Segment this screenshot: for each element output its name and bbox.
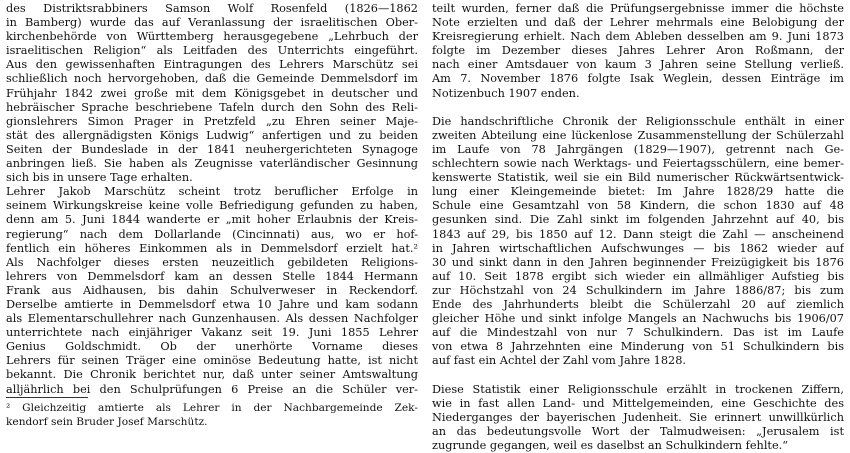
text-line: Niederganges der bayerischen Judenheit. Sie erinnert unwillkürlich	[432, 410, 844, 424]
text-line: Frühjahr 1842 zwei große mit dem Königsgebet in deutscher und	[6, 86, 418, 100]
text-line: schlechtern sowie nach Werktags- und Feiertagsschülern, eine bemer-	[432, 157, 844, 171]
text-line: zur Höchstzahl von 24 Schulkindern im Jahre 1886/87; bis zum	[432, 283, 844, 297]
text-line: schließlich noch hervorgehoben, daß die Gemeinde Demmelsdorf im	[6, 72, 418, 86]
text-line: Aus den gewissenhaften Eintragungen des Lehrers Marschütz sei	[6, 58, 418, 72]
text-line: Lehrer Jakob Marschütz scheint trotz beruflicher Erfolge in	[6, 185, 418, 199]
text-line: unterrichtete nach einjähriger Vakanz seit 19. Juni 1855 Lehrer	[6, 326, 418, 340]
text-line: teilt wurden, ferner daß die Prüfungsergebnisse immer die höchste	[432, 2, 844, 15]
text-line: Note erzielten und daß der Lehrer mehrmals eine Belobigung der	[432, 16, 844, 30]
text-line: gleicher Höhe und sinkt infolge Mangels an Nachwuchs bis 1906/07	[432, 312, 844, 326]
text-line: stät des allergnädigsten Königs Ludwig“ anfertigen und zu beiden	[6, 128, 418, 142]
text-line: gesunken sind. Die Zahl sinkt im folgenden Jahrzehnt auf 40, bis	[432, 213, 844, 227]
text-line: des Distriktsrabbiners Samson Wolf Rosenfeld (1826—1862	[6, 2, 418, 15]
text-line: kirchenbehörde von Württemberg herausgegebene „Lehrbuch der	[6, 30, 418, 44]
text-line: in Bamberg) wurde das auf Veranlassung der israelitischen Ober-	[6, 16, 418, 30]
text-line: zweiten Abteilung eine lückenlose Zusammenstellung der Schülerzahl	[432, 128, 844, 142]
text-line: bekannt. Die Chronik berichtet nur, daß unter seiner Amtswaltung	[6, 368, 418, 382]
paragraph-gap	[432, 368, 844, 382]
paragraph-gap	[432, 101, 844, 115]
text-line: anbringen ließ. Sie haben als Zeugnisse vaterländischer Gesinnung	[6, 157, 418, 171]
text-line: sich bis in unsere Tage erhalten.	[6, 171, 193, 185]
text-line: auf 10. Seit 1878 ergibt sich wieder ein allmähliger Aufstieg bis	[432, 269, 844, 283]
text-line: Frank aus Aidhausen, bis dahin Schulverweser in Reckendorf.	[6, 283, 418, 297]
text-line: regierung“ nach dem Dollarlande (Cincinnati) aus, wo er hof-	[6, 227, 418, 241]
text-line: Am 7. November 1876 folgte Isak Weglein, dessen Einträge im	[432, 72, 844, 86]
text-line: Lehrers für seinen Träger eine ominöse Bedeutung hatte, ist nicht	[6, 354, 418, 368]
text-line: seinem Wirkungskreise keine volle Befriedigung gefunden zu haben,	[6, 199, 418, 213]
text-line: Die handschriftliche Chronik der Religionsschule enthält in einer	[432, 114, 844, 128]
text-line: lung einer Kleingemeinde bietet: Im Jahre 1828/29 hatte die	[432, 185, 844, 199]
text-line: in Jahren wirtschaftlichen Aufschwunges — bis 1862 wieder auf	[432, 241, 844, 255]
text-line: denn am 5. Juni 1844 wanderte er „mit hoher Erlaubnis der Kreis-	[6, 213, 418, 227]
text-line: von etwa 8 Jahrzehnten eine Minderung von 51 Schulkindern bis	[432, 340, 844, 354]
text-line: nach einer Amtsdauer von kaum 3 Jahren seine Stellung verließ.	[432, 58, 844, 72]
footnote-line: ² Gleichzeitig amtierte als Lehrer in der Nachbargemeinde Zek-	[6, 402, 418, 414]
footnote	[6, 402, 418, 430]
text-line: Schule eine Gesamtzahl von 58 Kindern, die schon 1830 auf 48	[432, 199, 844, 213]
text-line: Seiten der Bundeslade in der 1841 neuhergerichteten Synagoge	[6, 142, 418, 156]
right-column	[432, 2, 844, 453]
text-line: fentlich ein höheres Einkommen als in Demmelsdorf erzielt hat.²	[6, 241, 418, 255]
text-line: gionslehrers Simon Prager in Pretzfeld „zu Ehren seiner Maje-	[6, 114, 418, 128]
text-line: 1843 auf 29, bis 1850 auf 12. Dann steigt die Zahl — anscheinend	[432, 227, 844, 241]
text-line: Diese Statistik einer Religionsschule erzählt in trockenen Ziffern,	[432, 382, 844, 396]
text-line: an das bedeutungsvolle Wort der Talmudweisen: „Jerusalem ist	[432, 424, 844, 438]
text-line: als Elementarschullehrer nach Gunzenhausen. Als dessen Nachfolger	[6, 312, 418, 326]
text-line: wie in fast allen Land- und Mittelgemeinden, eine Geschichte des	[432, 396, 844, 410]
text-line: im Laufe von 78 Jahrgängen (1829—1907), getrennt nach Ge-	[432, 142, 844, 156]
text-line: Ende des Jahrhunderts bleibt die Schülerzahl 20 auf ziemlich	[432, 297, 844, 311]
text-line: auf die Mindestzahl von nur 7 Schulkindern. Das ist im Laufe	[432, 326, 844, 340]
text-line: alljährlich bei den Schulprüfungen 6 Preise an die Schüler ver-	[6, 382, 418, 396]
text-line: auf fast ein Achtel der Zahl vom Jahre 1828.	[432, 354, 686, 368]
footnote-rule	[6, 397, 88, 398]
text-line: Notizenbuch 1907 enden.	[432, 86, 580, 100]
text-line: Kreisregierung erhielt. Nach dem Ableben desselben am 9. Juni 1873	[432, 30, 844, 44]
text-line: Als Nachfolger dieses ersten neuzeitlich gebildeten Religions-	[6, 255, 418, 269]
text-line: zugrunde gegangen, weil es daselbst an Schulkindern fehlte.“	[432, 438, 789, 452]
text-line: hebräischer Sprache beschriebene Tafeln durch den Sohn des Reli-	[6, 100, 418, 114]
left-column	[6, 2, 418, 397]
text-line: lehrers von Demmelsdorf kam an dessen Stelle 1844 Hermann	[6, 269, 418, 283]
footnote-line: kendorf sein Bruder Josef Marschütz.	[6, 416, 208, 429]
text-line: israelitischen Religion“ als Leitfaden des Unterrichts eingeführt.	[6, 44, 418, 58]
text-line: Genius Goldschmidt. Ob der unerhörte Vorname dieses	[6, 340, 418, 354]
text-line: Derselbe amtierte in Demmelsdorf etwa 10 Jahre und kam sodann	[6, 297, 418, 311]
text-line: 30 und sinkt dann in den Jahren beginnender Freizügigkeit bis 1876	[432, 255, 844, 269]
text-line: kenswerte Statistik, weil sie ein Bild numerischer Rückwärtsentwick-	[432, 171, 844, 185]
text-line: folgte im Dezember dieses Jahres Lehrer Aron Roßmann, der	[432, 44, 844, 58]
